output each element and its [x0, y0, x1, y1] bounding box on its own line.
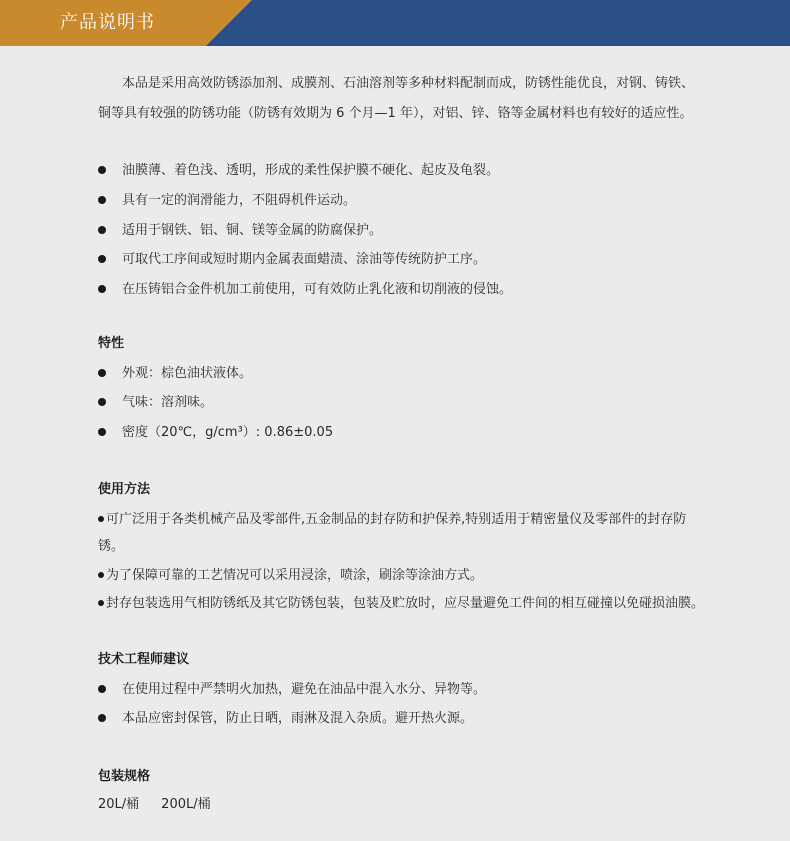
property-text: 气味：溶剂味。 — [122, 395, 214, 410]
bullet-icon — [98, 516, 104, 522]
page-title: 产品说明书 — [60, 12, 155, 33]
usage-item — [98, 566, 483, 586]
bullet-icon — [98, 196, 106, 204]
intro-line-1: 本品是采用高效防锈添加剂、成膜剂、石油溶剂等多种材料配制而成，防锈性能优良，对钢、铸铁、 — [122, 76, 695, 91]
bullet-icon — [98, 369, 106, 377]
bullet-icon — [98, 428, 106, 436]
feature-text: 油膜薄、着色浅、透明，形成的柔性保护膜不硬化、起皮及龟裂。 — [122, 163, 500, 178]
feature-item — [98, 161, 499, 181]
advice-item — [98, 709, 473, 729]
usage-text: 为了保障可靠的工艺情况可以采用浸涂，喷涂，刷涂等涂油方式。 — [106, 568, 484, 583]
feature-item — [98, 221, 382, 241]
usage-text: 封存包装选用气相防锈纸及其它防锈包装，包装及贮放时，应尽量避免工件间的相互碰撞以免碰损油膜。 — [106, 596, 705, 611]
bullet-icon — [98, 285, 106, 293]
properties-heading: 特性 — [98, 336, 125, 351]
advice-item — [98, 680, 486, 700]
bullet-icon — [98, 166, 106, 174]
packaging-options — [98, 795, 211, 815]
property-item — [98, 423, 333, 443]
property-item — [98, 364, 252, 384]
usage-item-continued — [98, 537, 124, 557]
feature-item — [98, 280, 512, 300]
usage-text: 锈。 — [98, 539, 125, 554]
bullet-icon — [98, 714, 106, 722]
intro-line-2: 铜等具有较强的防锈功能（防锈有效期为 6 个月—1 年），对铝、锌、铬等金属材料也有较好的适应性。 — [98, 106, 693, 121]
property-text: 密度（20℃，g/cm³）: 0.86±0.05 — [122, 425, 334, 440]
advice-text: 在使用过程中严禁明火加热，避免在油品中混入水分、异物等。 — [122, 682, 487, 697]
property-text: 外观：棕色油状液体。 — [122, 366, 253, 381]
usage-item — [98, 594, 704, 614]
feature-text: 可取代工序间或短时期内金属表面蜡渍、涂油等传统防护工序。 — [122, 252, 487, 267]
advice-text: 本品应密封保管，防止日晒，雨淋及混入杂质。避开热火源。 — [122, 711, 474, 726]
feature-text: 具有一定的润滑能力，不阻碍机件运动。 — [122, 193, 357, 208]
packaging-heading: 包装规格 — [98, 769, 151, 784]
header-banner — [0, 0, 790, 46]
packaging-option: 20L/桶 — [98, 797, 140, 812]
bullet-icon — [98, 685, 106, 693]
feature-text: 适用于钢铁、铝、铜、镁等金属的防腐保护。 — [122, 223, 383, 238]
packaging-option: 200L/桶 — [161, 797, 211, 812]
usage-heading: 使用方法 — [98, 482, 151, 497]
bullet-icon — [98, 226, 106, 234]
bullet-icon — [98, 255, 106, 263]
bullet-icon — [98, 600, 104, 606]
bullet-icon — [98, 572, 104, 578]
feature-item — [98, 250, 486, 270]
bullet-icon — [98, 398, 106, 406]
usage-item — [98, 510, 686, 530]
feature-text: 在压铸铝合金件机加工前使用，可有效防止乳化液和切削液的侵蚀。 — [122, 282, 513, 297]
usage-text: 可广泛用于各类机械产品及零部件,五金制品的封存防和护保养,特别适用于精密量仪及零部件的封存防 — [106, 512, 687, 527]
property-item — [98, 393, 213, 413]
advice-heading: 技术工程师建议 — [98, 652, 190, 667]
feature-item — [98, 191, 356, 211]
